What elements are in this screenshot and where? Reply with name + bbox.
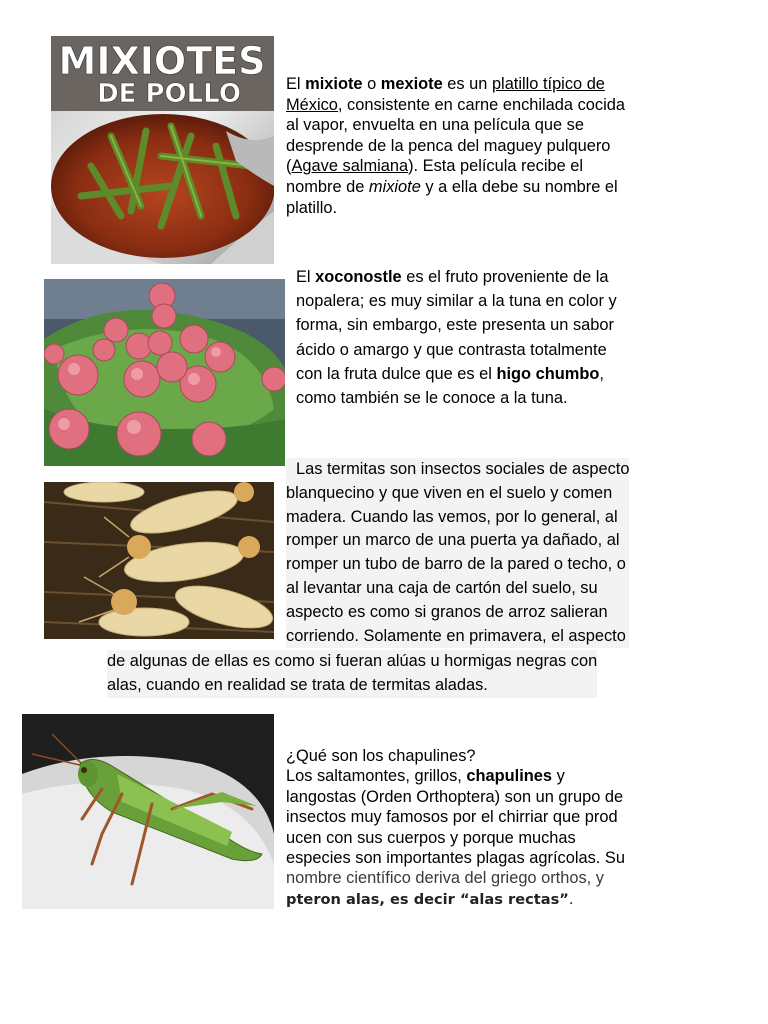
text: desprende de la penca del maguey pulquero [286,136,611,155]
text: ucen con sus cuerpos y porque muchas [286,828,576,847]
term-xoconostle: xoconostle [315,268,402,286]
link-mexico[interactable]: México [286,95,338,114]
mixiotes-food-photo-icon [51,36,274,264]
text: , consistente en carne enchilada cocida [337,95,625,114]
text: madera. Cuando las vemos, por lo general, al [286,506,629,530]
termitas-image [44,482,274,639]
text: ). Esta película recibe el [408,157,584,176]
text: corriendo. Solamente en primavera, el aspecto [286,625,629,649]
text: aspecto es como si granos de arroz salieran [286,601,629,625]
mixiotes-title-1: MIXIOTES [58,39,266,83]
text: , [599,364,604,383]
text: blanquecino y que viven en el suelo y comen [286,482,629,506]
text: romper un tubo de barro de la pared o techo, o [286,553,629,577]
text: Los saltamontes, grillos, [286,767,467,786]
term-chapulines: chapulines [466,767,553,786]
chapulin-image [22,714,274,909]
xoconostle-fruit-photo-icon [44,279,285,466]
text: nombre científico deriva del griego orthos, y [286,869,604,888]
term-mixiote: mixiote [305,75,363,93]
term-mixiote-italic: mixiote [368,177,421,196]
text: romper un marco de una puerta ya dañado, al [286,529,629,553]
text: y a ella debe su nombre el [420,177,618,196]
text: ácido o amargo y que contrasta totalmente [296,340,607,359]
text: es el fruto proveniente de la [401,268,609,286]
text: langostas (Orden Orthoptera) son un grupo de [286,787,624,806]
term-pteron: pteron alas, es decir “alas rectas” [286,890,569,908]
chapulines-paragraph [286,746,625,910]
term-mexiote: mexiote [380,75,443,93]
text: El [286,75,306,93]
text: alas, cuando en realidad se trata de termitas aladas. [107,674,597,698]
text: como también se le conoce a la tuna. [296,389,568,408]
mixiotes-title-2: DE POLLO [97,79,241,109]
text: insectos muy famosos por el chirriar que prod [286,808,618,827]
text: es un [442,75,492,93]
text: de algunas de ellas es como si fueran alúas u hormigas negras con [107,650,597,674]
term-higo-chumbo: higo chumbo [496,364,600,383]
text: platillo. [286,198,338,217]
text: ( [286,157,292,176]
xoconostle-image [44,279,285,466]
text: al vapor, envuelta en una película que se [286,116,584,135]
text: al levantar una caja de cartón del suelo, su [286,577,629,601]
mixiote-paragraph [286,74,625,218]
text: . [568,889,574,908]
termitas-paragraph [286,458,629,648]
text: y [552,767,565,786]
text: nopalera; es muy similar a la tuna en color y [296,292,617,311]
link-agave-salmiana[interactable]: Agave salmiana [291,157,409,176]
link-platillo-tipico[interactable]: platillo típico de [491,75,605,93]
termitas-paragraph-continued [107,650,597,698]
text: forma, sin embargo, este presenta un sabor [296,316,614,335]
text: Las termitas son insectos sociales de aspecto [286,458,629,482]
text: El [296,268,316,286]
grasshopper-photo-icon [22,714,274,909]
question-heading: ¿Qué son los chapulines? [286,747,476,765]
mixiotes-image [51,36,274,264]
text: o [362,75,381,93]
text: nombre de [286,177,369,196]
termites-photo-icon [44,482,274,639]
text: con la fruta dulce que es el [296,364,497,383]
xoconostle-paragraph [296,265,617,410]
text: especies son importantes plagas agrícolas. Su [286,849,625,868]
